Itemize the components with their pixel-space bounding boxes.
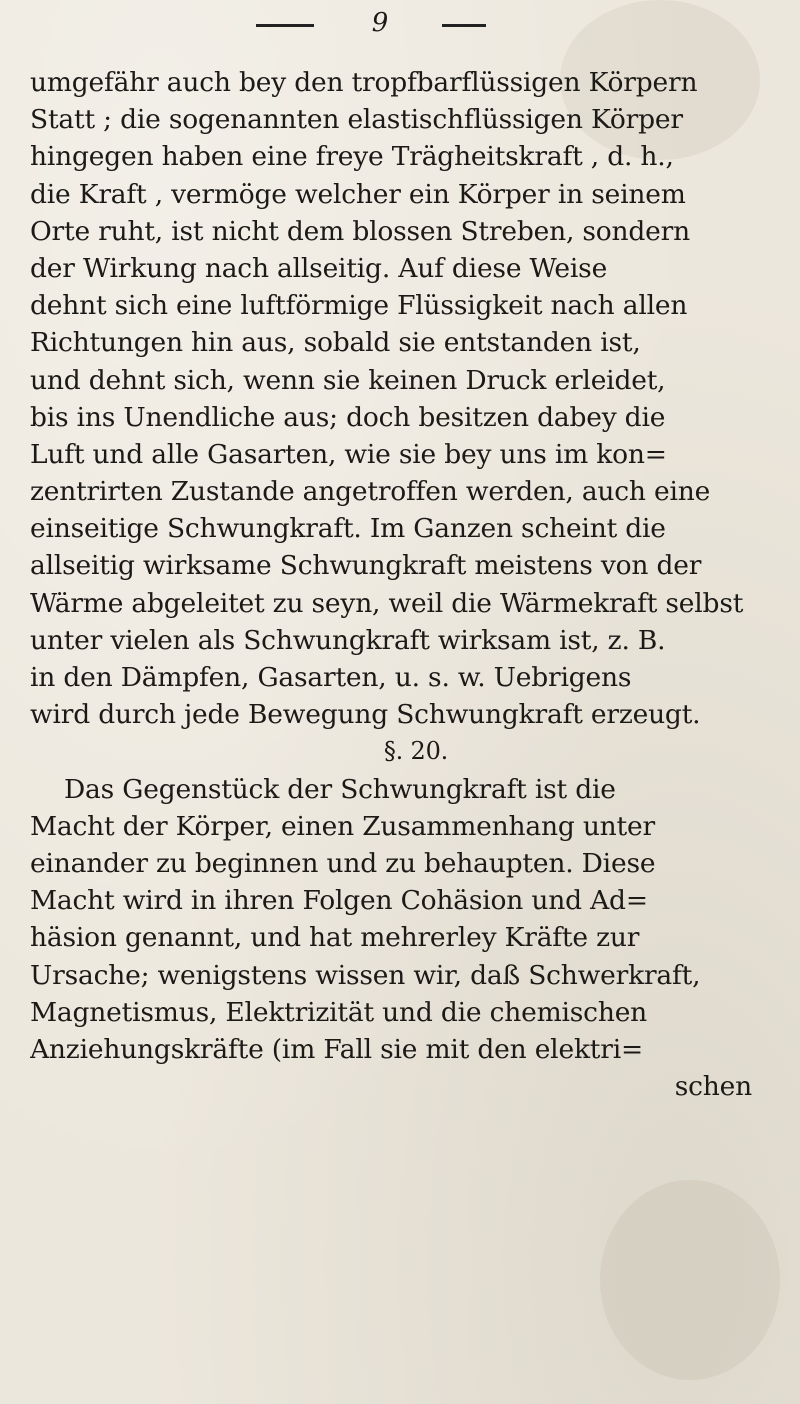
text-line: die Kraft , vermöge welcher ein Körper in seinem bbox=[30, 178, 686, 210]
text-line: Orte ruht, ist nicht dem blossen Streben, sondern bbox=[30, 215, 690, 247]
text-line: unter vielen als Schwungkraft wirksam ist, z. B. bbox=[30, 624, 666, 656]
header-rule-right bbox=[442, 24, 486, 27]
catchword: schen bbox=[674, 1071, 752, 1103]
text-line: und dehnt sich, wenn sie keinen Druck erleidet, bbox=[30, 364, 666, 396]
paper-stain bbox=[600, 1180, 780, 1380]
text-line: hingegen haben eine freye Trägheitskraft , d. h., bbox=[30, 141, 674, 173]
text-line: Macht wird in ihren Folgen Cohäsion und Ad= bbox=[30, 885, 648, 917]
text-line: einseitige Schwungkraft. Im Ganzen scheint die bbox=[30, 513, 666, 545]
text-line: dehnt sich eine luftförmige Flüssigkeit nach allen bbox=[30, 290, 688, 322]
text-line: der Wirkung nach allseitig. Auf diese Weise bbox=[30, 252, 608, 284]
page-header bbox=[0, 4, 800, 44]
text-line: einander zu beginnen und zu behaupten. Diese bbox=[30, 847, 656, 879]
body-text bbox=[30, 64, 792, 1105]
text-line: zentrirten Zustande angetroffen werden, auch eine bbox=[30, 476, 711, 508]
text-line: in den Dämpfen, Gasarten, u. s. w. Uebrigens bbox=[30, 662, 632, 693]
text-line: häsion genannt, und hat mehrerley Kräfte zur bbox=[30, 922, 640, 954]
text-line: Wärme abgeleitet zu seyn, weil die Wärmekraft selbst bbox=[30, 587, 744, 619]
section-heading: §. 20. bbox=[383, 737, 449, 766]
text-line: Ursache; wenigstens wissen wir, daß Schwerkraft, bbox=[30, 959, 701, 991]
text-line: Luft und alle Gasarten, wie sie bey uns im kon= bbox=[30, 438, 667, 470]
text-line: Das Gegenstück der Schwungkraft ist die bbox=[64, 773, 616, 805]
text-line: Macht der Körper, einen Zusammenhang unter bbox=[30, 810, 655, 842]
text-line: allseitig wirksame Schwungkraft meistens von der bbox=[30, 550, 702, 582]
header-rule-left bbox=[256, 24, 314, 27]
text-line: Anziehungskräfte (im Fall sie mit den elektri= bbox=[30, 1033, 643, 1065]
text-line: Magnetismus, Elektrizität und die chemischen bbox=[30, 996, 648, 1028]
text-line: bis ins Unendliche aus; doch besitzen dabey die bbox=[30, 401, 666, 433]
text-line: wird durch jede Bewegung Schwungkraft erzeugt. bbox=[30, 699, 701, 731]
text-line: Statt ; die sogenannten elastischflüssigen Körper bbox=[30, 104, 683, 136]
page-number: 9 bbox=[371, 8, 389, 38]
text-line: umgefähr auch bey den tropfbarflüssigen Körpern bbox=[30, 67, 698, 98]
text-line: Richtungen hin aus, sobald sie entstanden ist, bbox=[30, 327, 641, 359]
